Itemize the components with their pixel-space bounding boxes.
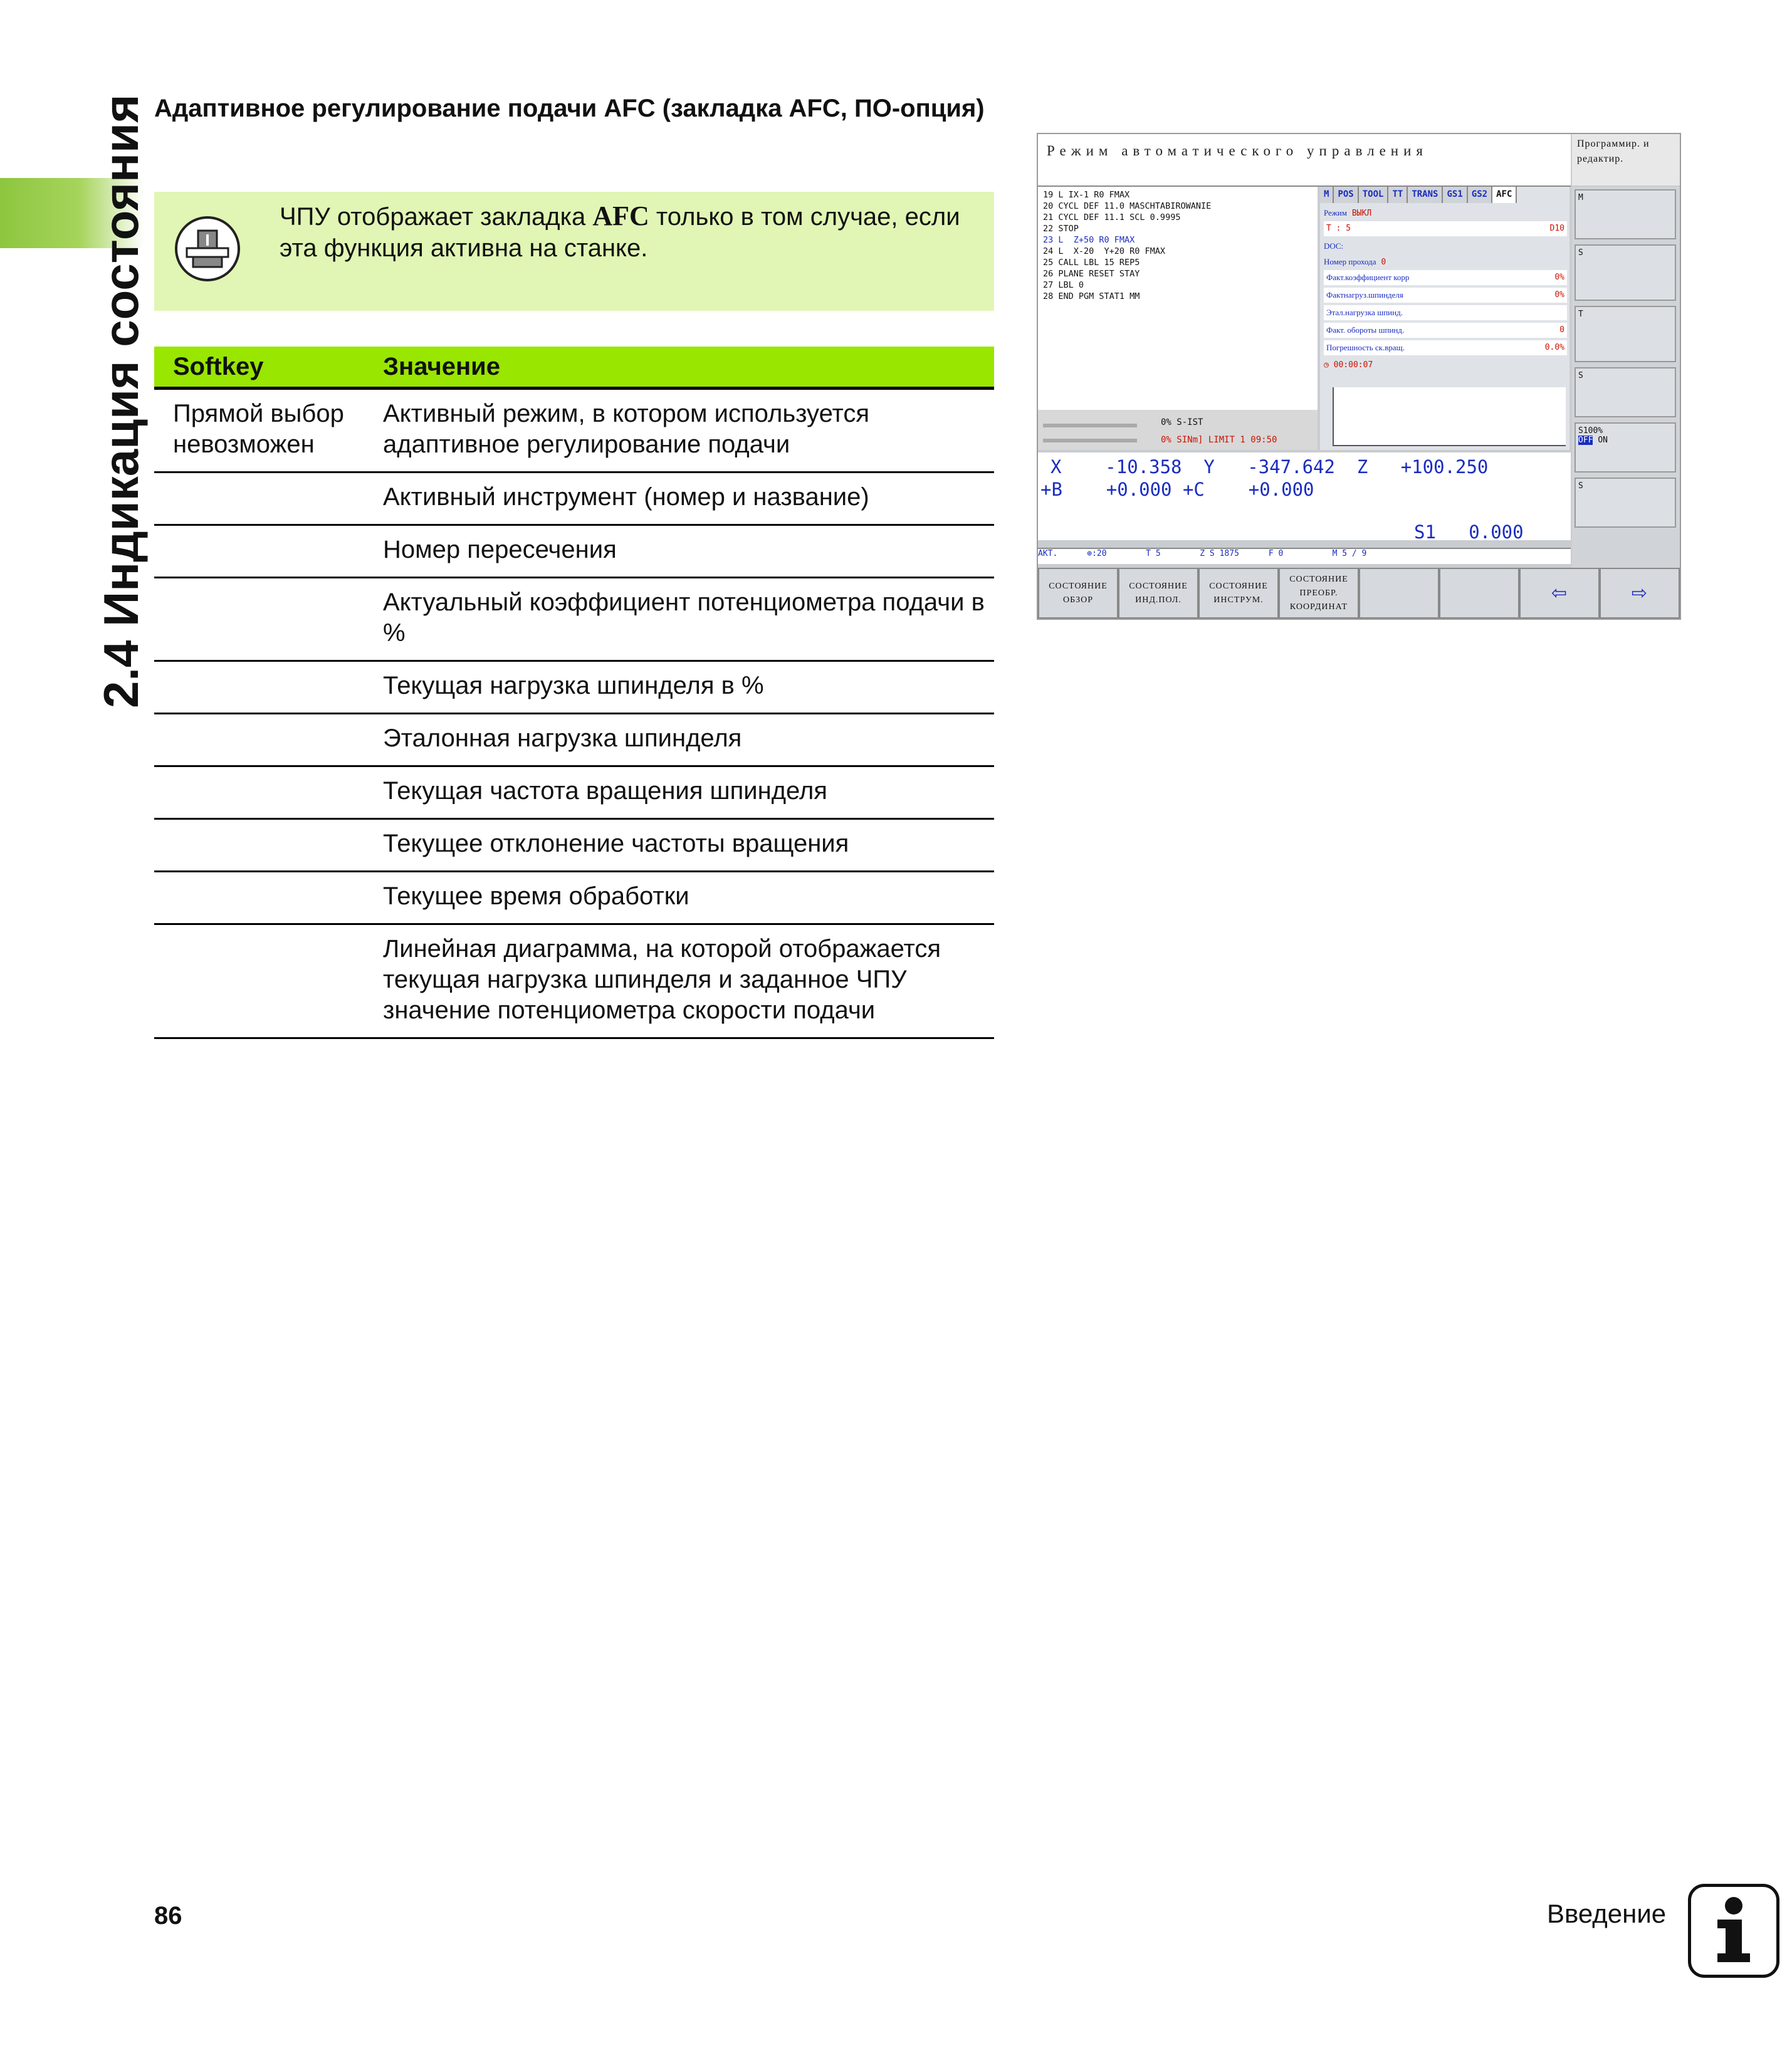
page-number: 86 (154, 1902, 182, 1930)
coord-row-xyz: X -10.358 Y -347.642 Z +100.250 (1051, 456, 1489, 478)
softkey-page-forward[interactable] (1600, 568, 1680, 619)
tab-trans[interactable]: TRANS (1408, 187, 1443, 203)
status-line-2: 0% SINm] LIMIT 1 09:50 (1161, 435, 1277, 445)
s100-toggle[interactable]: S100% OFF ON (1575, 422, 1676, 473)
coordinate-display (1038, 452, 1571, 543)
meaning-cell: Актуальный коэффициент потенциометра подачи в % (364, 578, 994, 661)
meaning-cell: Эталонная нагрузка шпинделя (364, 714, 994, 766)
t-key[interactable]: T (1575, 306, 1676, 362)
softkey-cell (154, 525, 364, 578)
table-row (154, 924, 994, 1038)
softkey-empty-2[interactable] (1439, 568, 1519, 619)
program-line: 20 CYCL DEF 11.0 MASCHTABIROWANIE (1043, 201, 1212, 211)
program-line: 28 END PGM STAT1 MM (1043, 291, 1140, 301)
mode-title: Режим автоматического управления (1047, 143, 1428, 159)
afc-values (1324, 206, 1567, 373)
afc-load-row: Фактнагруз.шпинделя 0% (1324, 288, 1567, 303)
meaning-cell: Текущее время обработки (364, 872, 994, 924)
program-line: 24 L X-20 Y+20 R0 FMAX (1043, 246, 1166, 256)
info-icon (1688, 1884, 1779, 1978)
arrow-left-icon: ⇦ (1551, 582, 1568, 603)
tab-gs2[interactable]: GS2 (1468, 187, 1492, 203)
program-line: 25 CALL LBL 15 REP5 (1043, 258, 1140, 268)
coord-row-bc: +B +0.000 +C +0.000 (1040, 479, 1314, 500)
afc-factor-row: Факт.коэффициент корр 0% (1324, 270, 1567, 285)
note-box (154, 192, 994, 311)
table-row (154, 473, 994, 525)
table-row (154, 661, 994, 714)
feed-bar (1043, 424, 1137, 427)
program-line: 22 STOP (1043, 224, 1079, 234)
afc-doc-row: DOC: (1324, 241, 1344, 251)
meaning-cell: Линейная диаграмма, на которой отображается текущая нагрузка шпинделя и заданное ЧПУ значение потенциометра скорости подачи (364, 924, 994, 1038)
program-line: 21 CYCL DEF 11.1 SCL 0.9995 (1043, 212, 1181, 222)
tab-tool[interactable]: TOOL (1359, 187, 1389, 203)
program-line: 27 LBL 0 (1043, 280, 1084, 290)
table-row (154, 714, 994, 766)
s-plus-key[interactable]: S (1575, 367, 1676, 417)
meaning-cell: Текущее отклонение частоты вращения (364, 819, 994, 872)
softkey-tool[interactable]: СОСТОЯНИЕ ИНСТРУМ. (1198, 568, 1279, 619)
softkey-empty-1[interactable] (1359, 568, 1439, 619)
header-softkey: Softkey (154, 347, 364, 389)
softkey-cell (154, 766, 364, 819)
tab-afc[interactable]: AFC (1492, 187, 1517, 203)
meaning-cell: Текущая нагрузка шпинделя в % (364, 661, 994, 714)
program-line: 19 L IX-1 R0 FMAX (1043, 190, 1130, 200)
chapter-title: 2.4 Индикация состояния (93, 94, 149, 708)
tab-m[interactable]: M (1320, 187, 1334, 203)
override-status (1038, 410, 1318, 450)
arrow-right-icon: ⇨ (1631, 582, 1648, 603)
spindle-bar (1043, 439, 1137, 442)
table-row (154, 819, 994, 872)
footer-chapter-name: Введение (1547, 1899, 1667, 1928)
s-key[interactable]: S (1575, 244, 1676, 301)
table-row (154, 578, 994, 661)
softkey-cell: Прямой выбор невозможен (154, 389, 364, 473)
softkey-page-back[interactable] (1519, 568, 1600, 619)
header-meaning: Значение (364, 347, 994, 389)
afc-line-diagram (1333, 387, 1566, 446)
info-glyph (1691, 1887, 1776, 1975)
softkey-cell (154, 714, 364, 766)
program-line-active: 23 L Z+50 R0 FMAX (1043, 235, 1135, 245)
table-row (154, 389, 994, 473)
m-key[interactable]: M (1575, 189, 1676, 239)
tab-gs1[interactable]: GS1 (1443, 187, 1467, 203)
machine-spindle-icon (173, 214, 242, 283)
afc-panel (1320, 187, 1569, 450)
table-row (154, 766, 994, 819)
program-line: 26 PLANE RESET STAY (1043, 269, 1140, 279)
afc-dev-row: Погрешность ск.вращ. 0.0% (1324, 340, 1567, 355)
clock-icon: ◷ (1324, 360, 1329, 370)
note-text: ЧПУ отображает закладка AFC только в том случае, если эта функция активна на станке. (280, 201, 960, 262)
meaning-cell: Активный режим, в котором используется адаптивное регулирование подачи (364, 389, 994, 473)
afc-pass-row: Номер прохода 0 (1324, 257, 1386, 267)
afc-time-row: ◷ 00:00:07 (1324, 360, 1373, 370)
tab-tt[interactable]: TT (1388, 187, 1408, 203)
screen-header (1038, 134, 1571, 187)
tab-pos[interactable]: POS (1334, 187, 1358, 203)
cnc-screen (1037, 133, 1681, 620)
softkey-cell (154, 578, 364, 661)
softkey-position[interactable]: СОСТОЯНИЕ ИНД.ПОЛ. (1118, 568, 1198, 619)
meaning-cell: Текущая частота вращения шпинделя (364, 766, 994, 819)
softkey-cell (154, 819, 364, 872)
softkey-cell (154, 661, 364, 714)
prog-mode-label[interactable]: Программир. и редактир. (1572, 134, 1680, 185)
afc-mode-row: Режим ВЫКЛ (1324, 208, 1372, 218)
right-softkey-column (1572, 187, 1680, 569)
program-listing (1038, 187, 1318, 412)
meaning-cell: Номер пересечения (364, 525, 994, 578)
section-title: Адаптивное регулирование подачи AFC (закладка AFC, ПО-опция) (154, 95, 985, 122)
afc-rpm-row: Факт. обороты шпинд. 0 (1324, 323, 1567, 338)
afc-tool-row: T : 5 D10 (1324, 221, 1567, 236)
softkey-overview[interactable]: СОСТОЯНИЕ ОБЗОР (1038, 568, 1118, 619)
s-minus-key[interactable]: S (1575, 478, 1676, 528)
status-bar: АКТ. ⊕:20 T 5 Z S 1875 F 0 M 5 / 9 (1038, 548, 1571, 564)
softkey-cell (154, 872, 364, 924)
coord-row-s1: S1 0.000 (1414, 521, 1524, 543)
softkey-row (1038, 568, 1680, 619)
softkey-table (154, 347, 994, 1039)
afc-ref-row: Этал.нагрузка шпинд. (1324, 305, 1567, 320)
status-tabs (1320, 187, 1517, 203)
softkey-cell (154, 473, 364, 525)
softkey-cell (154, 924, 364, 1038)
meaning-cell: Активный инструмент (номер и название) (364, 473, 994, 525)
status-line-1: 0% S-IST (1161, 417, 1203, 427)
softkey-transform[interactable]: СОСТОЯНИЕ ПРЕОБР. КООРДИНАТ (1279, 568, 1359, 619)
table-row (154, 525, 994, 578)
table-row (154, 872, 994, 924)
